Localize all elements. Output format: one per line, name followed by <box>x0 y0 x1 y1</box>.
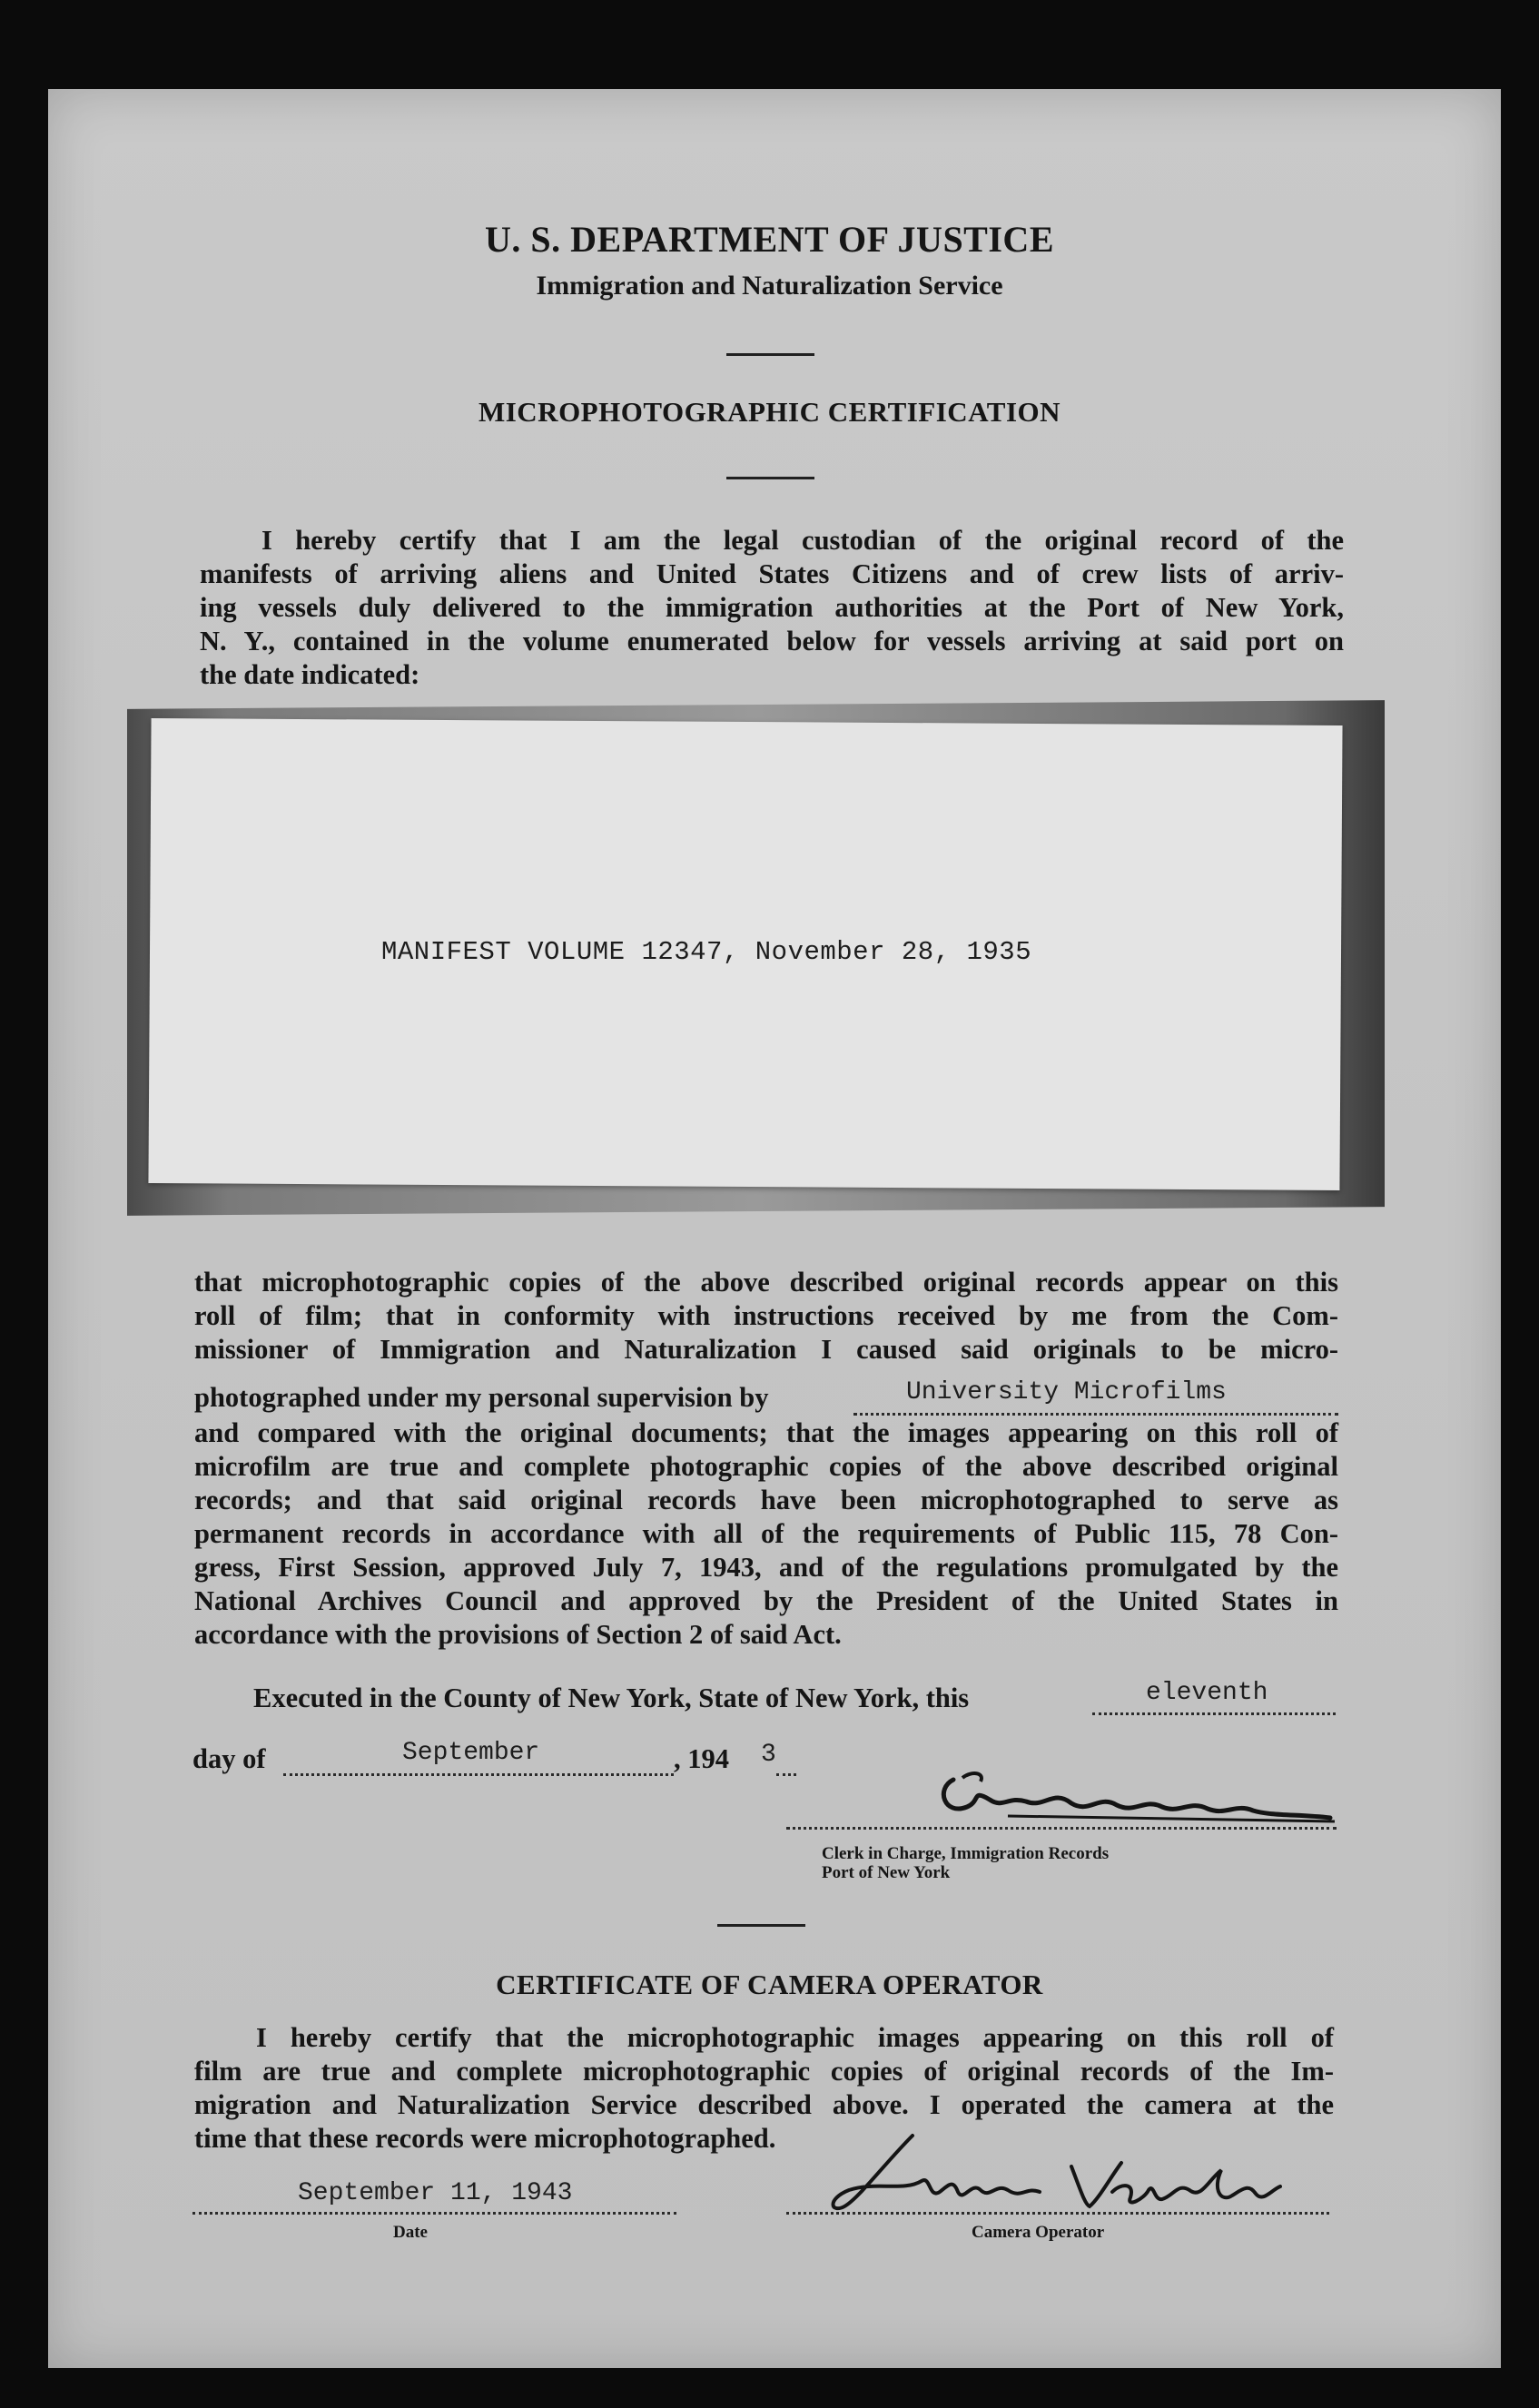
intro-line: ing vessels duly delivered to the immigration authorities at the Port of New York, <box>200 592 1344 623</box>
camera-operator-signature <box>822 2127 1294 2217</box>
intro-paragraph <box>200 524 1344 692</box>
camera-date-line <box>192 2212 676 2215</box>
execution-prefix: Executed in the County of New York, State of New York, this <box>253 1683 970 1713</box>
month-fill-line <box>283 1773 674 1776</box>
camera-operator-label: Camera Operator <box>972 2223 1105 2242</box>
header-divider-1 <box>726 353 814 356</box>
body-line: gress, First Session, approved July 7, 1943, and of the regulations promulgated by the <box>194 1552 1338 1583</box>
supervision-prefix: photographed under my personal supervision by <box>194 1382 769 1413</box>
day-of-label: day of <box>192 1743 266 1774</box>
day-value: eleventh <box>1146 1679 1268 1707</box>
year-digit: 3 <box>761 1741 776 1769</box>
clerk-signature-line <box>786 1827 1337 1830</box>
camera-line: film are true and complete microphotographic copies of original records of the Im- <box>194 2056 1334 2087</box>
supervisor-value: University Microfilms <box>906 1378 1227 1406</box>
intro-line: manifests of arriving aliens and United States Citizens and of crew lists of arriv- <box>200 558 1344 589</box>
header-divider-2 <box>726 477 814 479</box>
body-line: and compared with the original documents; that the images appearing on this roll of <box>194 1417 1338 1448</box>
intro-line: I hereby certify that I am the legal custodian of the original record of the <box>261 525 1344 556</box>
body-paragraph-top <box>194 1266 1338 1367</box>
camera-date-value: September 11, 1943 <box>298 2179 573 2207</box>
camera-operator-line <box>786 2212 1329 2215</box>
supervisor-fill-line <box>853 1413 1338 1416</box>
body-paragraph-bottom <box>194 1416 1338 1652</box>
intro-line: the date indicated: <box>200 659 420 690</box>
section-divider <box>717 1924 805 1927</box>
clerk-title-line-1: Clerk in Charge, Immigration Records <box>822 1844 1110 1863</box>
department-title: U. S. DEPARTMENT OF JUSTICE <box>485 219 1054 260</box>
manifest-volume-text: MANIFEST VOLUME 12347, November 28, 1935 <box>381 937 1032 967</box>
intro-line: N. Y., contained in the volume enumerated below for vessels arriving at said port on <box>200 626 1344 656</box>
camera-line: I hereby certify that the microphotographic images appearing on this roll of <box>256 2022 1334 2053</box>
camera-line: migration and Naturalization Service described above. I operated the camera at the <box>194 2089 1334 2120</box>
body-line: permanent records in accordance with all of the requirements of Public 115, 78 Con- <box>194 1518 1338 1549</box>
year-prefix: , 194 <box>674 1743 729 1774</box>
certification-title: MICROPHOTOGRAPHIC CERTIFICATION <box>478 396 1061 428</box>
camera-certificate-title: CERTIFICATE OF CAMERA OPERATOR <box>496 1969 1043 2000</box>
day-fill-line <box>1092 1712 1336 1715</box>
body-line: roll of film; that in conformity with instructions received by me from the Com- <box>194 1300 1338 1331</box>
body-line: records; and that said original records have been microphotographed to serve as <box>194 1485 1338 1515</box>
body-line: accordance with the provisions of Section 2 of said Act. <box>194 1619 842 1650</box>
clerk-signature <box>917 1762 1344 1834</box>
body-line: that microphotographic copies of the above described original records appear on this <box>194 1267 1338 1298</box>
camera-date-label: Date <box>393 2223 428 2242</box>
body-line: microfilm are true and complete photographic copies of the above described original <box>194 1451 1338 1482</box>
clerk-title-line-2: Port of New York <box>822 1863 951 1882</box>
month-value: September <box>402 1739 540 1767</box>
year-fill-line <box>776 1773 796 1776</box>
service-subtitle: Immigration and Naturalization Service <box>536 271 1003 301</box>
camera-line: time that these records were microphotographed. <box>194 2123 776 2154</box>
body-line: National Archives Council and approved by the President of the United States in <box>194 1585 1338 1616</box>
body-line: missioner of Immigration and Naturalization I caused said originals to be micro- <box>194 1334 1338 1365</box>
